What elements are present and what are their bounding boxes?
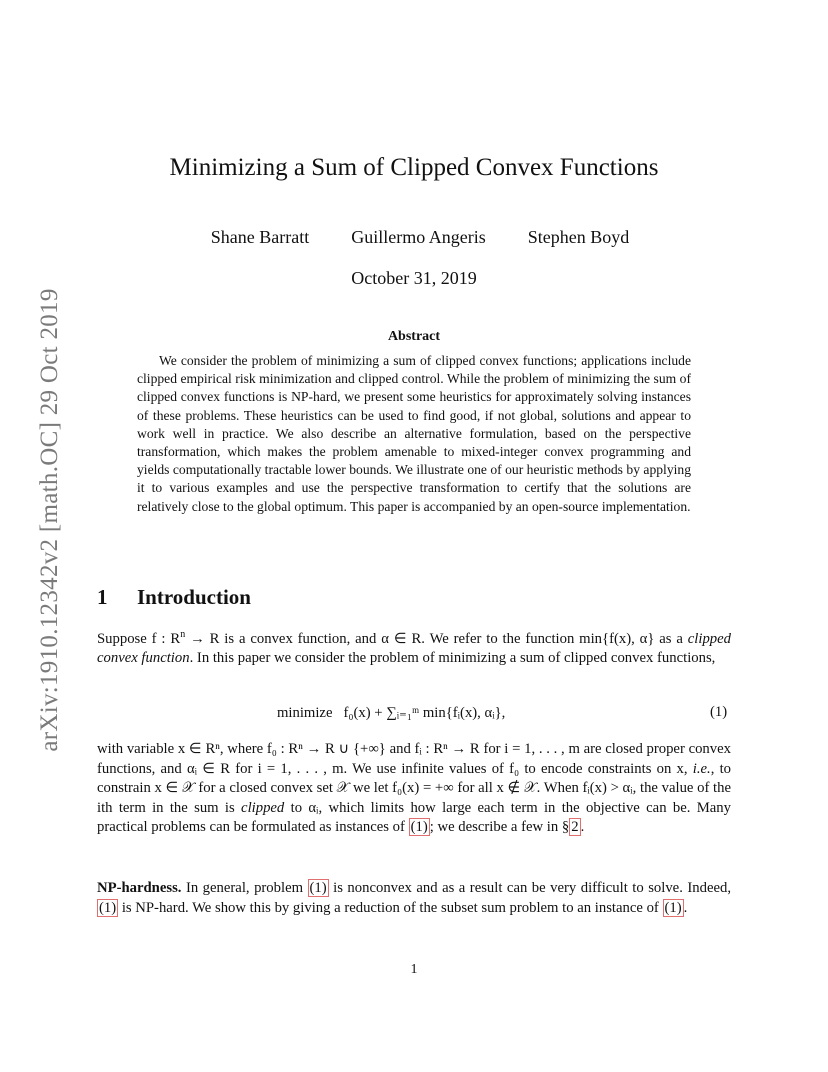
author-name: Guillermo Angeris bbox=[351, 227, 486, 247]
section-reference-link[interactable]: 2 bbox=[571, 819, 579, 836]
text-run: In general, problem bbox=[181, 880, 308, 896]
page-number: 1 bbox=[410, 962, 418, 977]
text-run: . bbox=[580, 819, 585, 836]
text-run: with variable x ∈ Rⁿ, where f₀ : Rⁿ → R ∪ {+∞} and fᵢ : Rⁿ → R for i = 1, . . . , m are closed proper convex functions, and αᵢ ∈ R for i = 1, . . . , m. We use infinite values of f₀ to encode constraints on x, bbox=[97, 741, 731, 777]
text-run: ; we describe a few in § bbox=[429, 819, 570, 836]
paper-title: Minimizing a Sum of Clipped Convex Functions bbox=[169, 154, 659, 181]
abstract-text: We consider the problem of minimizing a sum of clipped convex functions; applications include clipped empirical risk minimization and clipped control. While the problem of minimizing the sum of clipped convex functions is NP-hard, we present some heuristics for approximately solving instances of these problems. These heuristics can be used to find good, if not global, solutions and appear to work well in practice. We also describe an alternative formulation, based on the perspective transformation, which makes the problem amenable to mixed-integer convex programming and yields computationally tractable lower bounds. We illustrate one of our heuristic methods by applying it to various examples and use the perspective transformation to certify that the solutions are relatively close to the global optimum. This paper is accompanied by an open-source implementation. bbox=[137, 353, 691, 514]
equation-reference-link[interactable]: (1) bbox=[664, 899, 682, 916]
text-run: . bbox=[683, 899, 688, 916]
paper-date: October 31, 2019 bbox=[351, 268, 477, 288]
text-run: → R is a convex function, and α ∈ R. We refer to the function min{f(x), α} as a bbox=[185, 630, 688, 647]
author-name: Stephen Boyd bbox=[527, 227, 630, 247]
paragraph-heading: NP-hardness. bbox=[97, 880, 182, 896]
section-heading bbox=[97, 585, 251, 610]
text-run: , to constrain x ∈ 𝒳 for a closed convex set 𝒳 we let f₀(x) = +∞ for all x ∉ 𝒳. When fᵢ(x) > αᵢ, the value of the ith term in the sum is bbox=[97, 760, 731, 816]
abstract-heading: Abstract bbox=[387, 329, 441, 344]
emphasis-text: clipped convex function bbox=[97, 630, 732, 667]
author-list bbox=[0, 227, 828, 248]
emphasis-text: i.e. bbox=[692, 760, 711, 777]
section-title: Introduction bbox=[137, 585, 251, 609]
equation-body: f₀(x) + ∑ᵢ₌₁ᵐ min{fᵢ(x), αᵢ}, bbox=[343, 705, 506, 721]
emphasis-text: clipped bbox=[241, 799, 285, 816]
equation-reference-link[interactable]: (1) bbox=[99, 899, 117, 916]
text-run: . In this paper we consider the problem of minimizing a sum of clipped convex functions, bbox=[189, 650, 716, 667]
equation-tag: (1) bbox=[710, 704, 728, 720]
arxiv-stamp: arXiv:1910.12342v2 [math.OC] 29 Oct 2019 bbox=[36, 288, 63, 752]
equation-reference-link[interactable]: (1) bbox=[309, 880, 327, 896]
text-run: Suppose f : R bbox=[97, 630, 181, 647]
intro-paragraph-2 bbox=[97, 740, 731, 838]
text-run: to αᵢ, which limits how large each term in the objective can be. Many practical problems can be formulated as instances of bbox=[97, 799, 731, 836]
section-number: 1 bbox=[97, 585, 108, 609]
text-run: is nonconvex and as a result can be very difficult to solve. Indeed, bbox=[328, 880, 731, 896]
equation-expression bbox=[277, 704, 505, 722]
text-run: is NP-hard. We show this by giving a reduction of the subset sum problem to an instance of bbox=[118, 899, 663, 916]
np-hardness-paragraph bbox=[97, 879, 731, 918]
equation-reference-link[interactable]: (1) bbox=[410, 819, 428, 836]
intro-paragraph-1: Suppose f : $R^n \to R$ is a convex function, and α ∈ R. We refer to the function min{f(x), α} as a clipped convex function. In this paper we consider the problem of minimizing a sum of clipped convex functions, bbox=[97, 629, 732, 667]
author-name: Shane Barratt bbox=[210, 227, 310, 247]
equation-minimize: minimize bbox=[277, 705, 333, 721]
